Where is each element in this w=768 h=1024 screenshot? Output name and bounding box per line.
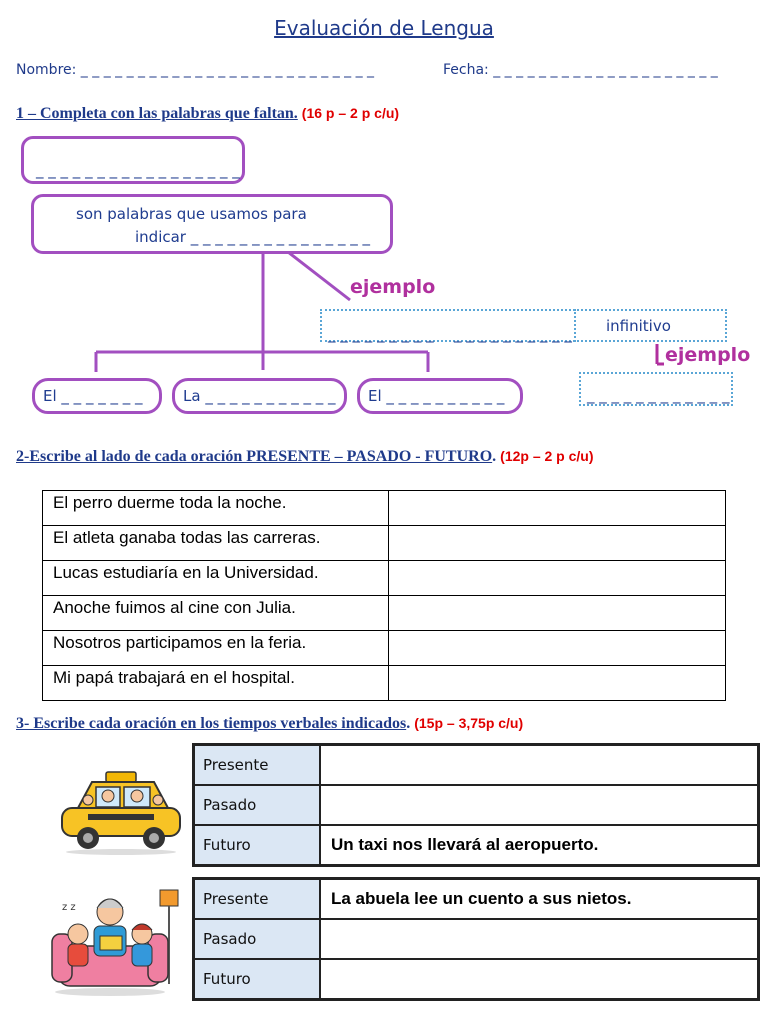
answer-cell[interactable] bbox=[389, 631, 726, 666]
article-blank-3[interactable]: El _ _ _ _ _ _ _ _ _ _ bbox=[368, 387, 505, 405]
section3-heading bbox=[16, 715, 523, 733]
example-blank-a[interactable]: _ _ _ _ _ _ _ _ _ bbox=[328, 325, 434, 343]
table-row bbox=[194, 959, 759, 1000]
name-field[interactable]: Nombre: _ _ _ _ _ _ _ _ _ _ _ _ _ _ _ _ _ _ _ _ _ _ _ _ _ _ bbox=[16, 62, 375, 78]
sentence-cell[interactable] bbox=[320, 785, 759, 825]
sentence-cell: El atleta ganaba todas las carreras. bbox=[43, 526, 389, 561]
section1-points: (16 p – 2 p c/u) bbox=[301, 105, 400, 121]
sentence-cell: El perro duerme toda la noche. bbox=[43, 491, 389, 526]
answer-cell[interactable] bbox=[389, 526, 726, 561]
section3-period: . bbox=[406, 715, 411, 732]
sentence-cell: Nosotros participamos en la feria. bbox=[43, 631, 389, 666]
section2-points: (12p – 2 p c/u) bbox=[500, 448, 594, 464]
example-box-divider bbox=[574, 309, 576, 342]
example-box bbox=[320, 309, 727, 342]
example-blank-b[interactable]: _ _ _ _ _ _ _ _ _ _ bbox=[454, 325, 572, 343]
grandma-reading-illustration bbox=[50, 884, 182, 998]
answer-cell[interactable] bbox=[389, 491, 726, 526]
date-field[interactable]: Fecha: _ _ _ _ _ _ _ _ _ _ _ _ _ _ _ _ _ _ _ _ bbox=[443, 62, 718, 78]
article-blank-2[interactable]: La _ _ _ _ _ _ _ _ _ _ _ bbox=[183, 387, 336, 405]
answer-cell[interactable] bbox=[389, 561, 726, 596]
table-row bbox=[194, 879, 759, 920]
tense-label: Futuro bbox=[194, 825, 321, 866]
example-label-2: ejemplo bbox=[665, 344, 751, 366]
sentence-cell: Anoche fuimos al cine con Julia. bbox=[43, 596, 389, 631]
answer-cell[interactable] bbox=[389, 666, 726, 701]
table-row bbox=[194, 919, 759, 959]
sentence-cell[interactable]: Un taxi nos llevará al aeropuerto. bbox=[320, 825, 759, 866]
infinitive-label: infinitivo bbox=[606, 317, 671, 335]
section3-points: (15p – 3,75p c/u) bbox=[414, 715, 524, 731]
example-label-1: ejemplo bbox=[350, 276, 436, 298]
table-row bbox=[194, 785, 759, 825]
table-row bbox=[43, 526, 726, 561]
taxi-illustration bbox=[58, 768, 184, 856]
table-row bbox=[43, 561, 726, 596]
table-row bbox=[43, 666, 726, 701]
section2-title: 2-Escribe al lado de cada oración PRESENTE – PASADO - FUTURO bbox=[16, 448, 493, 465]
sentence-cell[interactable] bbox=[320, 919, 759, 959]
definition-line1: son palabras que usamos para bbox=[76, 205, 307, 223]
article-box-3 bbox=[357, 378, 523, 414]
section3-title: 3- Escribe cada oración en los tiempos verbales indicados bbox=[16, 715, 407, 732]
tense-label: Pasado bbox=[194, 785, 321, 825]
sentence-cell[interactable] bbox=[320, 959, 759, 1000]
article-box-1 bbox=[32, 378, 162, 414]
definition-line2[interactable]: indicar _ _ _ _ _ _ _ _ _ _ _ _ _ _ _ bbox=[135, 228, 370, 246]
article-blank-1[interactable]: El _ _ _ _ _ _ _ bbox=[43, 387, 143, 405]
sentence-cell[interactable]: La abuela lee un cuento a sus nietos. bbox=[320, 879, 759, 920]
article-box-2 bbox=[172, 378, 347, 414]
tense-table-1 bbox=[192, 743, 760, 867]
section1-title: 1 – Completa con las palabras que faltan. bbox=[16, 105, 298, 122]
tense-label: Presente bbox=[194, 745, 321, 786]
tense-label: Pasado bbox=[194, 919, 321, 959]
infinitive-example-box bbox=[579, 372, 733, 406]
concept-blank[interactable]: _ _ _ _ _ _ _ _ _ _ _ _ _ _ _ _ _ bbox=[36, 161, 240, 179]
page-title: Evaluación de Lengua bbox=[274, 16, 494, 40]
definition-box bbox=[31, 194, 393, 254]
table-row bbox=[43, 596, 726, 631]
tense-label: Presente bbox=[194, 879, 321, 920]
sentence-cell: Mi papá trabajará en el hospital. bbox=[43, 666, 389, 701]
answer-cell[interactable] bbox=[389, 596, 726, 631]
sentence-cell[interactable] bbox=[320, 745, 759, 786]
tense-label: Futuro bbox=[194, 959, 321, 1000]
infinitive-blank[interactable]: _ _ _ _ _ _ _ _ _ _ _ _ bbox=[587, 386, 730, 404]
section2-period: . bbox=[492, 448, 497, 465]
section2-heading bbox=[16, 448, 594, 466]
table-row bbox=[43, 491, 726, 526]
tense-identification-table bbox=[42, 490, 726, 701]
concept-box bbox=[21, 136, 245, 184]
sentence-cell: Lucas estudiaría en la Universidad. bbox=[43, 561, 389, 596]
tense-table-2 bbox=[192, 877, 760, 1001]
svg-text:z z: z z bbox=[62, 902, 76, 913]
table-row bbox=[194, 825, 759, 866]
table-row bbox=[194, 745, 759, 786]
table-row bbox=[43, 631, 726, 666]
